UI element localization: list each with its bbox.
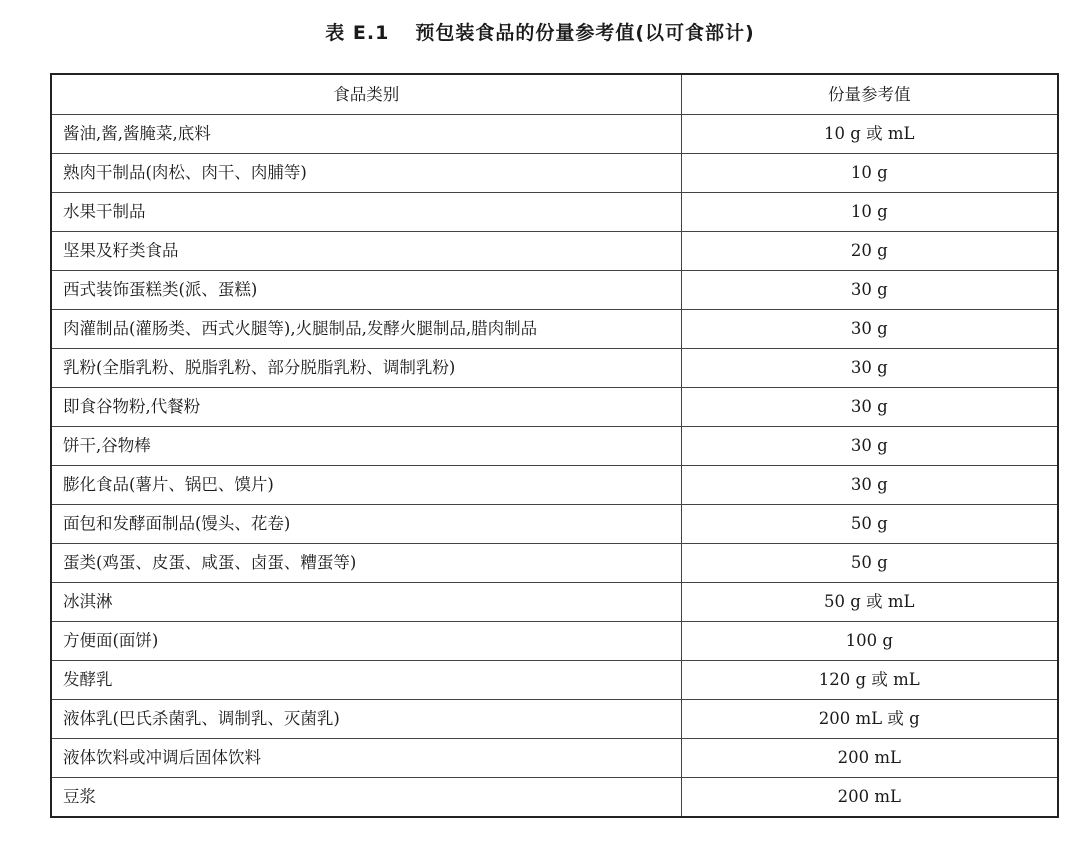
food-category-cell: 膨化食品(薯片、锅巴、馍片) bbox=[51, 466, 681, 505]
serving-value-cell: 50 g bbox=[681, 505, 1058, 544]
table-row bbox=[51, 388, 1058, 427]
serving-value-cell: 50 g 或 mL bbox=[681, 583, 1058, 622]
food-category-cell: 豆浆 bbox=[51, 778, 681, 818]
table-row bbox=[51, 466, 1058, 505]
serving-value-cell: 200 mL bbox=[681, 778, 1058, 818]
table-row bbox=[51, 154, 1058, 193]
food-category-cell: 酱油,酱,酱腌菜,底料 bbox=[51, 115, 681, 154]
food-category-cell: 面包和发酵面制品(馒头、花卷) bbox=[51, 505, 681, 544]
serving-value-cell: 30 g bbox=[681, 271, 1058, 310]
serving-value-cell: 30 g bbox=[681, 427, 1058, 466]
food-category-cell: 水果干制品 bbox=[51, 193, 681, 232]
food-category-cell: 乳粉(全脂乳粉、脱脂乳粉、部分脱脂乳粉、调制乳粉) bbox=[51, 349, 681, 388]
serving-value-cell: 200 mL 或 g bbox=[681, 700, 1058, 739]
serving-value-cell: 30 g bbox=[681, 310, 1058, 349]
food-category-cell: 即食谷物粉,代餐粉 bbox=[51, 388, 681, 427]
table-row bbox=[51, 661, 1058, 700]
table-row bbox=[51, 739, 1058, 778]
food-category-cell: 蛋类(鸡蛋、皮蛋、咸蛋、卤蛋、糟蛋等) bbox=[51, 544, 681, 583]
table-row bbox=[51, 193, 1058, 232]
header-food-category: 食品类别 bbox=[51, 74, 681, 115]
table-row bbox=[51, 115, 1058, 154]
food-category-cell: 熟肉干制品(肉松、肉干、肉脯等) bbox=[51, 154, 681, 193]
food-category-cell: 发酵乳 bbox=[51, 661, 681, 700]
header-serving-value: 份量参考值 bbox=[681, 74, 1058, 115]
table-row bbox=[51, 544, 1058, 583]
table-row bbox=[51, 505, 1058, 544]
food-category-cell: 肉灌制品(灌肠类、西式火腿等),火腿制品,发酵火腿制品,腊肉制品 bbox=[51, 310, 681, 349]
serving-value-cell: 30 g bbox=[681, 466, 1058, 505]
table-row bbox=[51, 622, 1058, 661]
food-category-cell: 西式装饰蛋糕类(派、蛋糕) bbox=[51, 271, 681, 310]
serving-value-cell: 20 g bbox=[681, 232, 1058, 271]
serving-value-cell: 30 g bbox=[681, 349, 1058, 388]
serving-size-table bbox=[50, 73, 1059, 818]
table-row bbox=[51, 271, 1058, 310]
table-row bbox=[51, 583, 1058, 622]
food-category-cell: 液体乳(巴氏杀菌乳、调制乳、灭菌乳) bbox=[51, 700, 681, 739]
table-row bbox=[51, 310, 1058, 349]
food-category-cell: 液体饮料或冲调后固体饮料 bbox=[51, 739, 681, 778]
table-row bbox=[51, 427, 1058, 466]
table-body bbox=[51, 115, 1058, 818]
table-caption bbox=[0, 18, 1080, 48]
serving-value-cell: 30 g bbox=[681, 388, 1058, 427]
header-row bbox=[51, 74, 1058, 115]
table-number: 表 E.1 bbox=[325, 22, 390, 44]
serving-value-cell: 10 g bbox=[681, 154, 1058, 193]
serving-value-cell: 100 g bbox=[681, 622, 1058, 661]
food-category-cell: 坚果及籽类食品 bbox=[51, 232, 681, 271]
table-row bbox=[51, 778, 1058, 818]
serving-value-cell: 200 mL bbox=[681, 739, 1058, 778]
serving-value-cell: 10 g 或 mL bbox=[681, 115, 1058, 154]
food-category-cell: 方便面(面饼) bbox=[51, 622, 681, 661]
food-category-cell: 饼干,谷物棒 bbox=[51, 427, 681, 466]
serving-value-cell: 50 g bbox=[681, 544, 1058, 583]
table-header bbox=[51, 74, 1058, 115]
serving-value-cell: 120 g 或 mL bbox=[681, 661, 1058, 700]
table-row bbox=[51, 349, 1058, 388]
serving-value-cell: 10 g bbox=[681, 193, 1058, 232]
table-title: 预包装食品的份量参考值(以可食部计) bbox=[415, 22, 755, 44]
food-category-cell: 冰淇淋 bbox=[51, 583, 681, 622]
table-row bbox=[51, 700, 1058, 739]
table-row bbox=[51, 232, 1058, 271]
